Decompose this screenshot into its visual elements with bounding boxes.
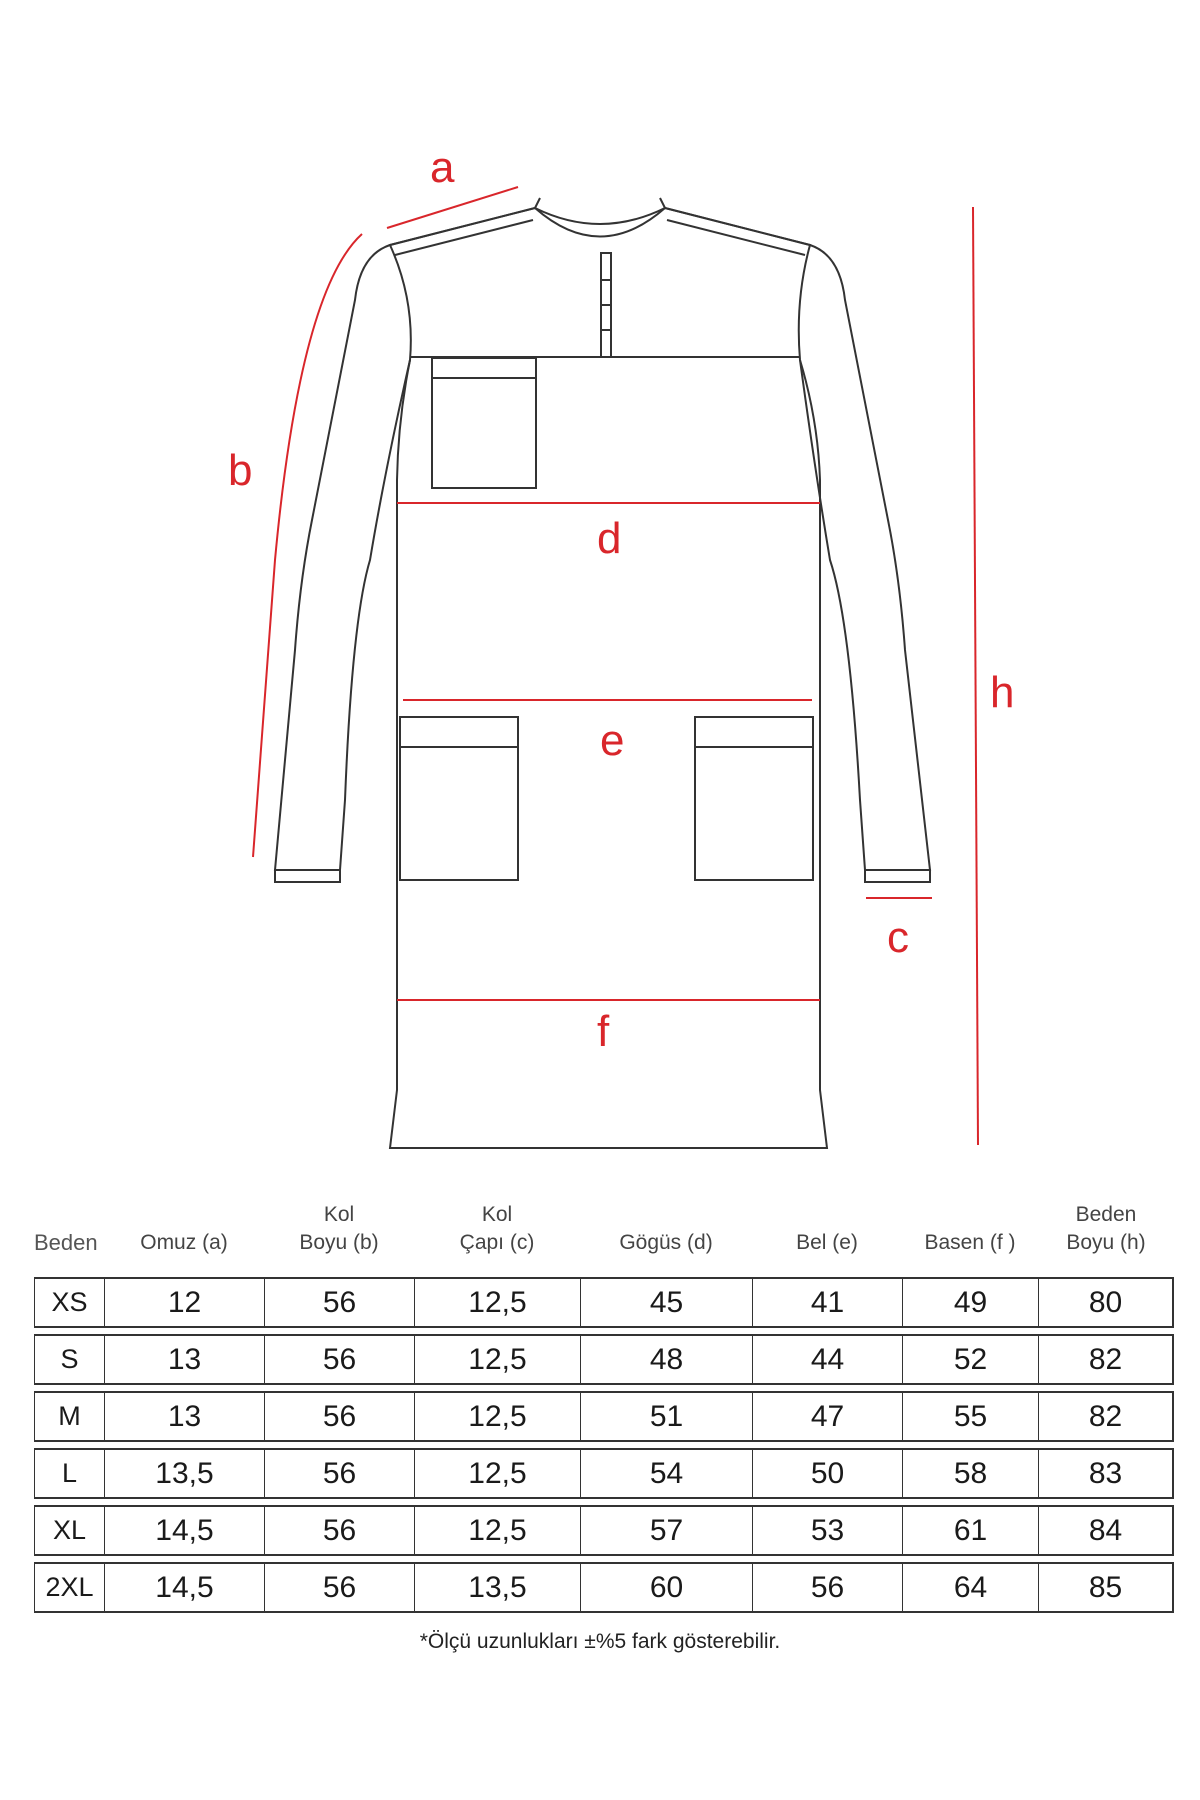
header-line2: Omuz (a) — [140, 1231, 228, 1254]
cell-basen: 52 — [902, 1334, 1038, 1385]
table-row — [34, 1277, 1174, 1328]
cell-gogus: 51 — [580, 1391, 752, 1442]
cell-basen: 58 — [902, 1448, 1038, 1499]
cell-kol-capi: 12,5 — [414, 1505, 580, 1556]
cell-size: L — [34, 1448, 104, 1499]
label-d: d — [597, 514, 622, 563]
cell-basen: 61 — [902, 1505, 1038, 1556]
header-line1: Kol — [481, 1203, 513, 1226]
cell-beden-boyu: 82 — [1038, 1391, 1174, 1442]
cell-gogus: 45 — [580, 1277, 752, 1328]
cell-beden-boyu: 83 — [1038, 1448, 1174, 1499]
header-beden — [34, 1201, 104, 1271]
cell-basen: 49 — [902, 1277, 1038, 1328]
cell-bel: 41 — [752, 1277, 902, 1328]
table-row — [34, 1562, 1174, 1613]
cell-beden-boyu: 82 — [1038, 1334, 1174, 1385]
header-line2: Beden — [34, 1230, 98, 1255]
cell-kol-capi: 13,5 — [414, 1562, 580, 1613]
cell-kol-boyu: 56 — [264, 1448, 414, 1499]
header-kol-capi — [414, 1201, 580, 1271]
header-gogus — [580, 1201, 752, 1271]
label-e: e — [600, 716, 625, 765]
cell-kol-capi: 12,5 — [414, 1448, 580, 1499]
label-h: h — [990, 668, 1015, 717]
header-line1: Kol — [323, 1203, 355, 1226]
header-line2: Bel (e) — [796, 1231, 858, 1254]
header-beden-boyu — [1038, 1201, 1174, 1271]
cell-kol-capi: 12,5 — [414, 1277, 580, 1328]
header-line1: Beden — [1075, 1203, 1137, 1226]
cell-bel: 50 — [752, 1448, 902, 1499]
header-line2: Basen (f ) — [924, 1231, 1016, 1254]
label-a: a — [430, 143, 455, 192]
cell-omuz: 13 — [104, 1334, 264, 1385]
cell-kol-boyu: 56 — [264, 1391, 414, 1442]
cell-bel: 53 — [752, 1505, 902, 1556]
cell-basen: 55 — [902, 1391, 1038, 1442]
header-line2: Boyu (b) — [299, 1231, 379, 1254]
header-omuz — [104, 1201, 264, 1271]
table-row — [34, 1391, 1174, 1442]
cell-kol-capi: 12,5 — [414, 1391, 580, 1442]
cell-beden-boyu: 84 — [1038, 1505, 1174, 1556]
cell-gogus: 57 — [580, 1505, 752, 1556]
label-f: f — [597, 1007, 610, 1056]
table-row — [34, 1505, 1174, 1556]
cell-size: 2XL — [34, 1562, 104, 1613]
header-line2: Gögüs (d) — [619, 1231, 713, 1254]
cell-gogus: 60 — [580, 1562, 752, 1613]
cell-kol-boyu: 56 — [264, 1562, 414, 1613]
header-bel — [752, 1201, 902, 1271]
cell-beden-boyu: 85 — [1038, 1562, 1174, 1613]
cell-omuz: 14,5 — [104, 1505, 264, 1556]
cell-omuz: 13 — [104, 1391, 264, 1442]
size-chart-table — [34, 1195, 1174, 1619]
cell-omuz: 13,5 — [104, 1448, 264, 1499]
table-row — [34, 1334, 1174, 1385]
header-line2: Boyu (h) — [1066, 1231, 1146, 1254]
measure-line-h — [973, 207, 978, 1145]
cell-bel: 44 — [752, 1334, 902, 1385]
header-kol-boyu — [264, 1201, 414, 1271]
cell-gogus: 54 — [580, 1448, 752, 1499]
cell-beden-boyu: 80 — [1038, 1277, 1174, 1328]
cell-size: XL — [34, 1505, 104, 1556]
measure-line-a — [387, 187, 518, 228]
cell-size: S — [34, 1334, 104, 1385]
label-b: b — [228, 446, 253, 495]
cell-basen: 64 — [902, 1562, 1038, 1613]
cell-bel: 47 — [752, 1391, 902, 1442]
footnote: *Ölçü uzunlukları ±%5 fark gösterebilir. — [419, 1630, 781, 1653]
cell-size: M — [34, 1391, 104, 1442]
measurement-lines — [253, 187, 978, 1145]
cell-bel: 56 — [752, 1562, 902, 1613]
cell-kol-boyu: 56 — [264, 1277, 414, 1328]
label-c: c — [887, 913, 909, 962]
table-header-row — [34, 1201, 1174, 1271]
table-row — [34, 1448, 1174, 1499]
header-line2: Çapı (c) — [459, 1231, 535, 1254]
cell-omuz: 12 — [104, 1277, 264, 1328]
cell-size: XS — [34, 1277, 104, 1328]
header-basen — [902, 1201, 1038, 1271]
cell-gogus: 48 — [580, 1334, 752, 1385]
cell-kol-boyu: 56 — [264, 1334, 414, 1385]
garment-outline — [275, 198, 930, 1148]
measurement-labels — [228, 143, 1014, 1056]
cell-kol-capi: 12,5 — [414, 1334, 580, 1385]
cell-kol-boyu: 56 — [264, 1505, 414, 1556]
cell-omuz: 14,5 — [104, 1562, 264, 1613]
